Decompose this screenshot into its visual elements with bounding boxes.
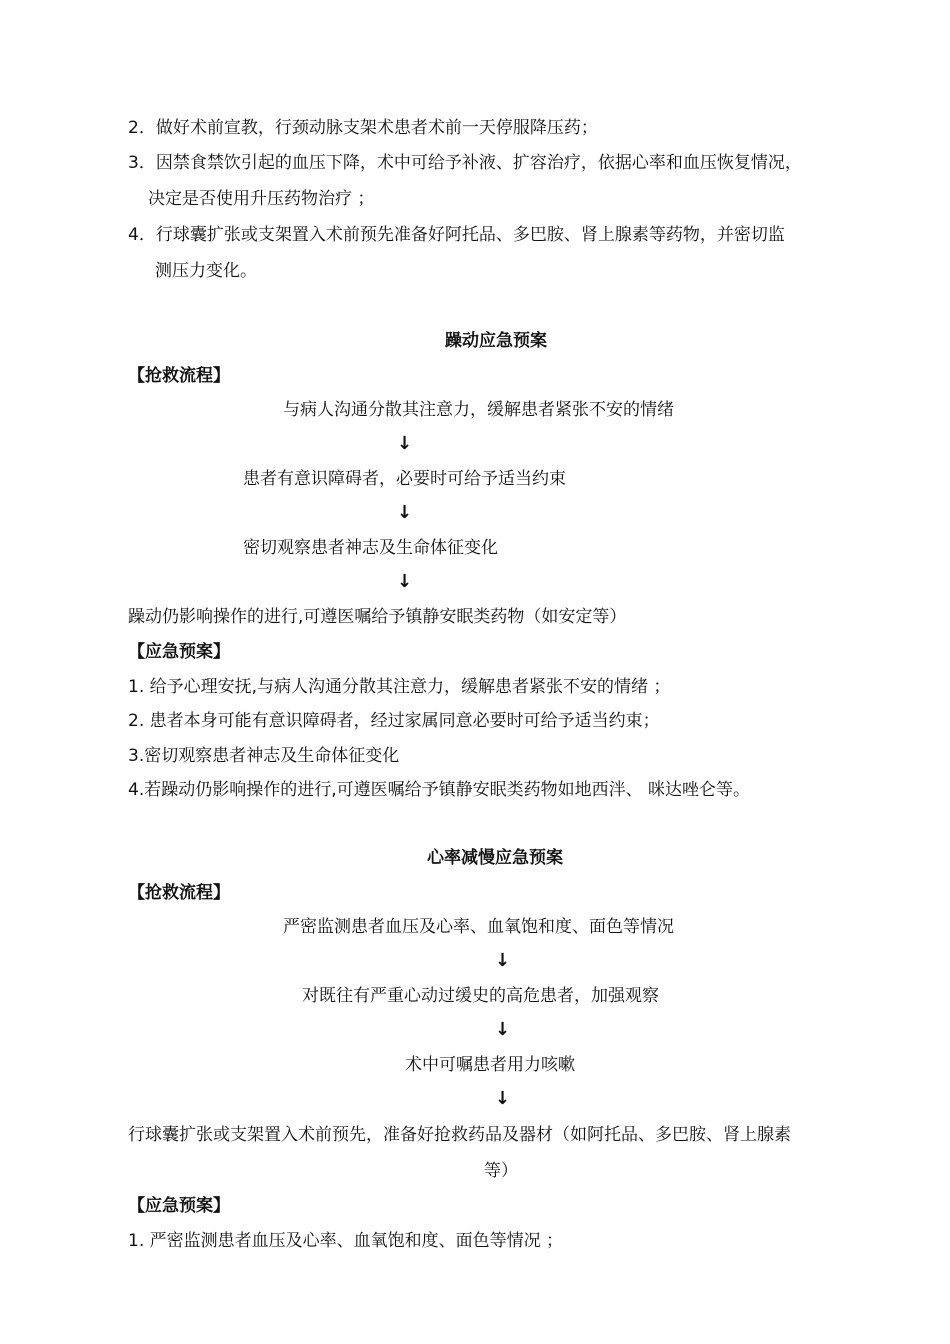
plan-item-1: 1. 严密监测患者血压及心率、血氧饱和度、面色等情况 ； bbox=[128, 1231, 564, 1251]
plan-item-3: 3.密切观察患者神志及生命体征变化 bbox=[128, 746, 400, 766]
flow-arrow-icon: ↓ bbox=[397, 502, 413, 523]
flow-step-1: 严密监测患者血压及心率、血氧饱和度、面色等情况 bbox=[283, 917, 674, 937]
flow-arrow-icon: ↓ bbox=[397, 433, 413, 454]
flow-step-4: 躁动仍影响操作的进行,可遵医嘱给予镇静安眠类药物（如安定等） bbox=[128, 607, 627, 627]
flow-arrow-icon: ↓ bbox=[397, 571, 413, 592]
flow-step-2: 患者有意识障碍者，必要时可给予适当约束 bbox=[243, 469, 566, 489]
flow-step-3: 密切观察患者神志及生命体征变化 bbox=[243, 538, 498, 558]
flow-step-1: 与病人沟通分散其注意力，缓解患者紧张不安的情绪 bbox=[283, 400, 674, 420]
section-title-agitation: 躁动应急预案 bbox=[445, 331, 547, 351]
list-item-3-line1: 3．因禁食禁饮引起的血压下降，术中可给予补液、扩容治疗，依据心率和血压恢复情况， bbox=[128, 153, 802, 173]
list-item-2: 2．做好术前宣教，行颈动脉支架术患者术前一天停服降压药； bbox=[128, 118, 598, 138]
flow-step-2: 对既往有严重心动过缓史的高危患者，加强观察 bbox=[302, 986, 659, 1006]
flow-arrow-icon: ↓ bbox=[495, 950, 511, 971]
plan-heading: 【应急预案】 bbox=[128, 642, 230, 662]
flow-arrow-icon: ↓ bbox=[495, 1019, 511, 1040]
plan-item-2: 2. 患者本身可能有意识障碍者，经过家属同意必要时可给予适当约束； bbox=[128, 711, 660, 731]
flow-heading: 【抢救流程】 bbox=[128, 883, 230, 903]
flow-step-3: 术中可嘱患者用力咳嗽 bbox=[405, 1055, 575, 1075]
list-item-3-line2: 决定是否使用升压药物治疗 ； bbox=[148, 189, 375, 209]
plan-heading: 【应急预案】 bbox=[128, 1196, 230, 1216]
list-item-4-line2: 测压力变化。 bbox=[155, 261, 257, 281]
list-item-4-line1: 4．行球囊扩张或支架置入术前预先准备好阿托品、多巴胺、肾上腺素等药物，并密切监 bbox=[128, 225, 785, 245]
section-title-bradycardia: 心率减慢应急预案 bbox=[427, 848, 563, 868]
flow-arrow-icon: ↓ bbox=[495, 1088, 511, 1109]
flow-step-4-line2: 等） bbox=[484, 1161, 518, 1181]
plan-item-1: 1. 给予心理安抚,与病人沟通分散其注意力，缓解患者紧张不安的情绪 ； bbox=[128, 677, 671, 697]
flow-step-4-line1: 行球囊扩张或支架置入术前预先，准备好抢救药品及器材（如阿托品、多巴胺、肾上腺素 bbox=[128, 1125, 791, 1145]
plan-item-4: 4.若躁动仍影响操作的进行,可遵医嘱给予镇静安眠类药物如地西泮、 咪达唑仑等。 bbox=[128, 780, 751, 800]
flow-heading: 【抢救流程】 bbox=[128, 366, 230, 386]
